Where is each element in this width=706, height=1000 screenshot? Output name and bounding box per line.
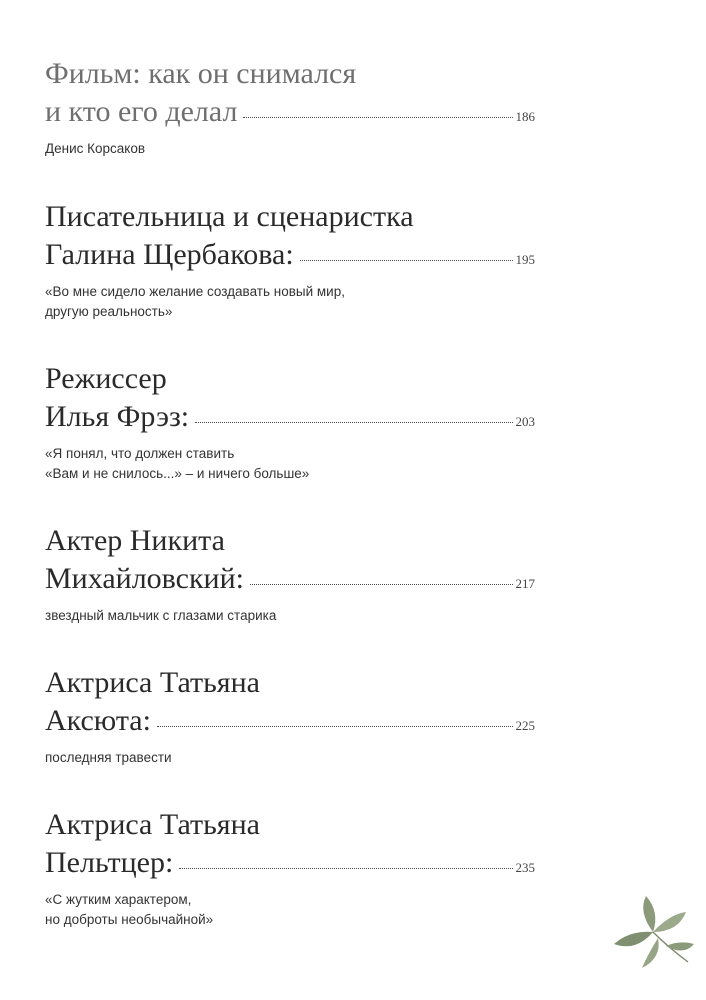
entry-subtitle-line2: но доброты необычайной»: [45, 912, 214, 927]
entry-title-line1: Фильм: как он снимался: [45, 57, 357, 90]
entry-subtitle-line1: последняя травести: [45, 750, 172, 765]
toc-entry[interactable]: [45, 806, 535, 930]
entry-title-line2: Илья Фрэз:: [45, 400, 190, 433]
page-number: 217: [515, 576, 535, 591]
entry-title-line1: Режиссер: [45, 362, 167, 395]
entry-subtitle: [45, 282, 535, 322]
entry-title-row: [45, 398, 535, 436]
entry-subtitle-line1: Денис Корсаков: [45, 141, 146, 156]
page-number: 195: [515, 252, 535, 267]
dot-leader: [179, 868, 512, 869]
entry-title-line2: Михайловский:: [45, 562, 244, 595]
entry-subtitle-line1: «С жутким характером,: [45, 892, 192, 907]
entry-subtitle-line1: «Во мне сидело желание создавать новый мир,: [45, 284, 345, 299]
page-number: 203: [515, 414, 535, 429]
entry-subtitle-line1: «Я понял, что должен ставить: [45, 446, 235, 461]
page-number: 225: [515, 718, 535, 733]
leaf-icon: [608, 892, 698, 972]
entry-title-line1: Актер Никита: [45, 524, 225, 557]
dot-leader: [250, 584, 513, 585]
entry-subtitle: [45, 444, 535, 484]
toc-entry[interactable]: [45, 55, 535, 159]
entry-title-row: [45, 93, 535, 131]
entry-subtitle-line2: «Вам и не снилось...» – и ничего больше»: [45, 466, 310, 481]
entry-title-line2: и кто его делал: [45, 95, 238, 128]
entry-title-line1: Писательница и сценаристка: [45, 200, 414, 233]
entry-subtitle: [45, 890, 535, 930]
entry-subtitle-line1: звездный мальчик с глазами старика: [45, 608, 277, 623]
page-number: 235: [515, 860, 535, 875]
page-number: 186: [515, 109, 535, 124]
entry-title-row: [45, 702, 535, 740]
toc-entry[interactable]: [45, 360, 535, 484]
entry-title-line2: Галина Щербакова:: [45, 238, 294, 271]
entry-title-line2: Пельтцер:: [45, 846, 174, 879]
dot-leader: [243, 117, 512, 118]
entry-subtitle: [45, 606, 535, 626]
entry-title-line1: Актриса Татьяна: [45, 808, 260, 841]
entry-title-row: [45, 844, 535, 882]
dot-leader: [157, 726, 513, 727]
toc-entry[interactable]: [45, 522, 535, 626]
entry-title-line2: Аксюта:: [45, 704, 151, 737]
entry-subtitle: [45, 139, 535, 159]
entry-title-line1: Актриса Татьяна: [45, 666, 260, 699]
entry-subtitle: [45, 748, 535, 768]
dot-leader: [300, 260, 513, 261]
toc-entry[interactable]: [45, 198, 535, 322]
dot-leader: [195, 422, 512, 423]
toc-entry[interactable]: [45, 664, 535, 768]
entry-title-row: [45, 560, 535, 598]
entry-subtitle-line2: другую реальность»: [45, 304, 173, 319]
entry-title-row: [45, 236, 535, 274]
